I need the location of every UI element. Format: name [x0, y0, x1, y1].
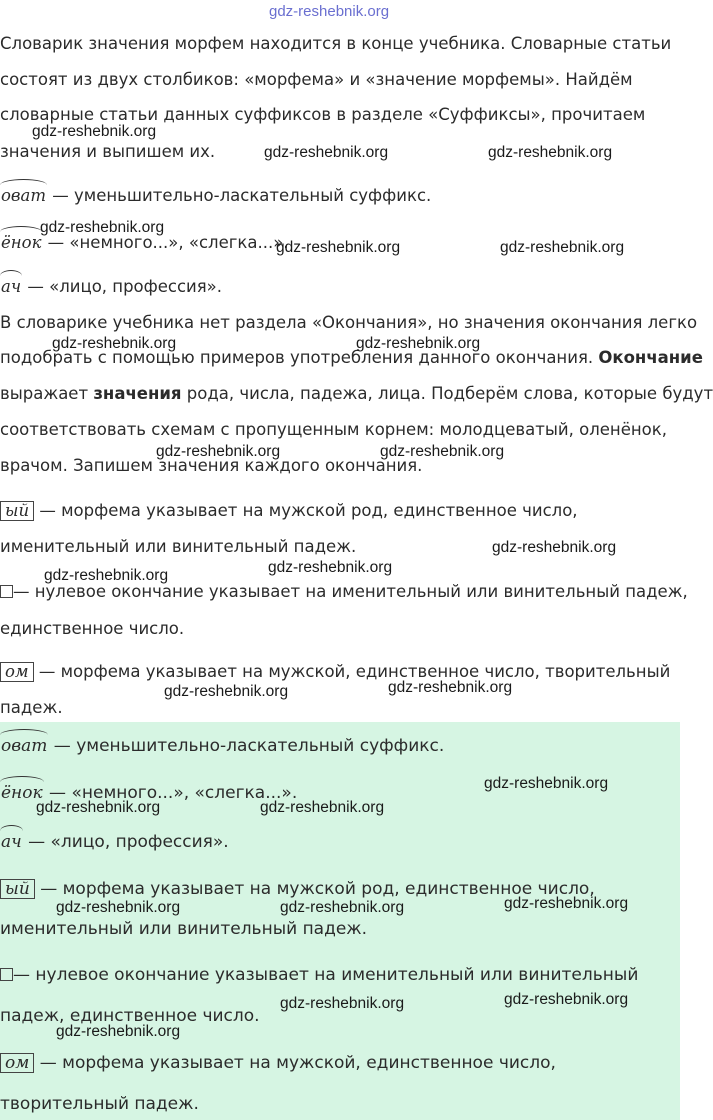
watermark: gdz-reshebnik.org	[268, 559, 393, 576]
ending-zero-meaning: — нулевое окончание указывает на именительный или винительный падеж,	[13, 582, 688, 601]
answer-ending-yi-line-2: именительный или винительный падеж.	[0, 919, 368, 939]
ending-om-line	[0, 662, 680, 682]
watermark: gdz-reshebnik.org	[52, 335, 177, 352]
watermark: gdz-reshebnik.org	[504, 991, 629, 1008]
watermark: gdz-reshebnik.org	[44, 567, 169, 584]
endings-intro-line-4: соответствовать схемам с пропущенным корнем: молодцеватый, оленёнок,	[0, 420, 667, 439]
watermark: gdz-reshebnik.org	[40, 219, 165, 236]
watermark: gdz-reshebnik.org	[260, 799, 385, 816]
ending-zero-line	[0, 582, 688, 602]
watermark: gdz-reshebnik.org	[264, 144, 389, 161]
answer-ending-yi-meaning: — морфема указывает на мужской род, единственное число,	[34, 879, 595, 899]
watermark: gdz-reshebnik.org	[56, 899, 181, 916]
watermark: gdz-reshebnik.org	[164, 683, 289, 700]
answer-zero-ending-square-icon	[0, 968, 13, 981]
answer-ending-om-morpheme: ом	[0, 1053, 34, 1073]
ending-yi-line-2: именительный или винительный падеж.	[0, 537, 357, 556]
suffix-ach-line	[0, 277, 680, 297]
watermark: gdz-reshebnik.org	[276, 239, 401, 256]
intro-line-1: Словарик значения морфем находится в конце учебника. Словарные статьи	[0, 34, 672, 53]
ending-om-line-2: падеж.	[0, 698, 63, 717]
ending-om-meaning: — морфема указывает на мужской, единственное число, творительный	[33, 662, 671, 681]
suffix-ach-meaning: — «лицо, профессия».	[22, 277, 223, 296]
suffix-yonok-morpheme: ёнок	[1, 233, 42, 252]
answer-suffix-ovat-meaning: — уменьшительно-ласкательный суффикс.	[48, 736, 445, 756]
answer-ending-om-line-2: творительный падеж.	[0, 1094, 199, 1114]
watermark: gdz-reshebnik.org	[356, 335, 481, 352]
answer-suffix-ach-morpheme: ач	[1, 832, 22, 852]
endings-intro-line-3	[0, 384, 713, 404]
answer-ending-zero-line-2: падеж, единственное число.	[0, 1006, 260, 1026]
answer-ending-yi-morpheme: ый	[0, 879, 35, 899]
answer-suffix-ach-line	[0, 832, 680, 852]
watermark: gdz-reshebnik.org	[380, 443, 505, 460]
suffix-ovat-morpheme: оват	[1, 186, 47, 205]
ending-yi-morpheme: ый	[0, 501, 34, 521]
watermark: gdz-reshebnik.org	[500, 239, 625, 256]
endings-intro-bold: значения	[93, 384, 182, 403]
answer-suffix-ovat-morpheme: оват	[1, 736, 48, 756]
endings-intro-text: подобрать с помощью примеров употребления данного окончания.	[0, 348, 599, 367]
suffix-yonok-meaning: — «немного...», «слегка...».	[42, 233, 289, 252]
watermark: gdz-reshebnik.org	[488, 144, 613, 161]
ending-yi-meaning: — морфема указывает на мужской род, единственное число,	[34, 501, 578, 520]
endings-intro-text: выражает	[0, 384, 94, 403]
answer-suffix-ach-meaning: — «лицо, профессия».	[22, 832, 229, 852]
watermark: gdz-reshebnik.org	[492, 539, 617, 556]
watermark: gdz-reshebnik.org	[56, 1023, 181, 1040]
ending-yi-line	[0, 501, 680, 521]
zero-ending-square-icon	[0, 585, 13, 598]
answer-suffix-ovat-line	[0, 736, 680, 756]
endings-intro-bold: Окончание	[598, 348, 703, 367]
watermark: gdz-reshebnik.org	[388, 679, 513, 696]
watermark: gdz-reshebnik.org	[280, 899, 405, 916]
intro-line-3: словарные статьи данных суффиксов в разделе «Суффиксы», прочитаем	[0, 105, 646, 124]
ending-zero-line-2: единственное число.	[0, 619, 185, 638]
watermark: gdz-reshebnik.org	[32, 123, 157, 140]
intro-line-4: значения и выпишем их.	[0, 142, 216, 161]
ending-om-morpheme: ом	[0, 662, 34, 682]
answer-ending-zero-meaning: — нулевое окончание указывает на именительный или винительный	[13, 965, 639, 985]
suffix-ovat-meaning: — уменьшительно-ласкательный суффикс.	[47, 186, 432, 205]
answer-ending-zero-line	[0, 965, 680, 985]
watermark-top: gdz-reshebnik.org	[269, 3, 390, 20]
watermark: gdz-reshebnik.org	[504, 895, 629, 912]
suffix-ovat-line	[0, 186, 680, 206]
intro-line-2: состоят из двух столбиков: «морфема» и «значение морфемы». Найдём	[0, 70, 633, 89]
answer-ending-om-meaning: — морфема указывает на мужской, единственное число,	[34, 1053, 556, 1073]
suffix-ach-morpheme: ач	[1, 277, 22, 296]
answer-suffix-yonok-meaning: — «немного...», «слегка...».	[43, 783, 298, 803]
answer-ending-om-line	[0, 1053, 680, 1073]
endings-intro-line-5: врачом. Запишем значения каждого окончания.	[0, 456, 423, 475]
endings-intro-line-1: В словарике учебника нет раздела «Окончания», но значения окончания легко	[0, 313, 698, 332]
answer-suffix-yonok-morpheme: ёнок	[1, 783, 43, 803]
watermark: gdz-reshebnik.org	[484, 775, 609, 792]
watermark: gdz-reshebnik.org	[280, 995, 405, 1012]
endings-intro-text: рода, числа, падежа, лица. Подберём слова, которые будут	[181, 384, 713, 403]
watermark: gdz-reshebnik.org	[156, 443, 281, 460]
watermark: gdz-reshebnik.org	[36, 799, 161, 816]
